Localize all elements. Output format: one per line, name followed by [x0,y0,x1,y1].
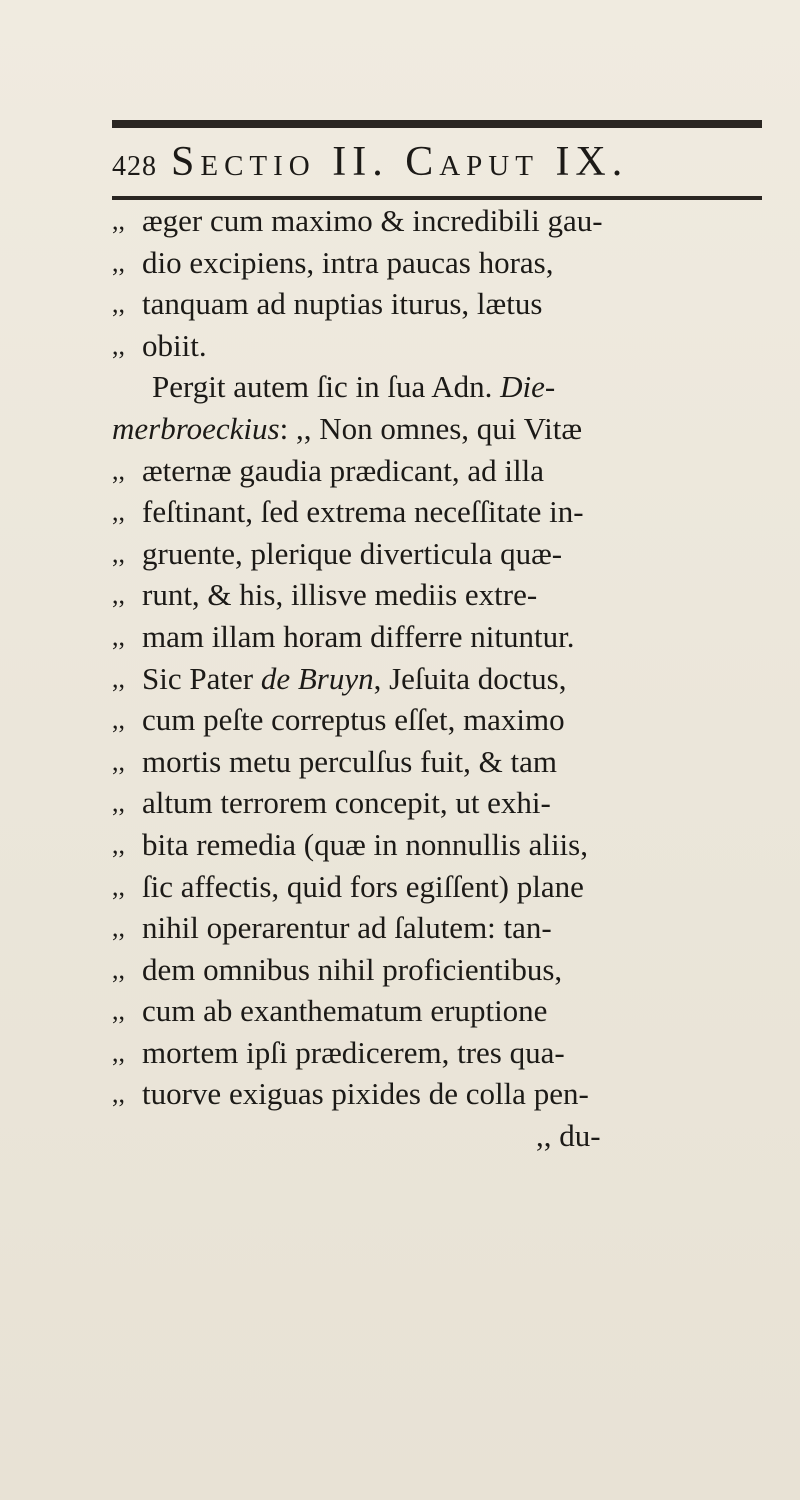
line-text: obiit. [142,327,207,363]
line-text: tanquam ad nuptias iturus, lætus [142,286,543,322]
text-line [112,242,772,284]
top-rule [112,120,762,128]
body-text [112,200,772,1157]
text-line [112,866,772,908]
line-text: bita remedia (quæ in nonnullis aliis, [142,826,588,862]
text-line [112,450,772,492]
text-line [112,699,772,741]
text-line [112,491,772,533]
line-text: cum ab exanthematum eruptione [142,993,548,1029]
text-line [112,366,772,408]
line-text: æger cum maximo & incredibili gau- [142,203,603,238]
line-text: gruente, plerique diverticula quæ- [142,535,563,571]
text-line [112,408,772,450]
line-text: cum peſte correptus eſſet, maximo [142,702,565,738]
quote-mark: ,, [112,663,125,693]
text-line [112,1073,772,1115]
text-line [112,283,772,325]
line-text: mortem ipſi prædicerem, tres qua- [142,1034,565,1070]
line-text: æternæ gaudia prædicant, ad illa [142,452,545,488]
line-text: feſtinant, ſed extrema neceſſitate in- [142,494,584,530]
quote-mark: ,, [112,954,125,984]
quote-mark: ,, [112,1037,125,1067]
text-line [112,533,772,575]
text-line [112,824,772,866]
quote-mark: ,, [112,746,125,776]
italic-name: merbroeckius [112,410,280,446]
text-line [112,616,772,658]
running-head: Sectio II. Caput IX. [171,139,629,185]
line-text: Sic Pater de Bruyn, Jeſuita doctus, [142,660,567,696]
line-text: dio excipiens, intra paucas horas, [142,244,554,280]
quote-mark: ,, [112,289,125,319]
quote-mark: ,, [112,580,125,610]
quote-mark: ,, [112,621,125,651]
line-text: dem omnibus nihil proficientibus, [142,951,563,987]
quote-mark: ,, [112,247,125,277]
quote-mark: ,, [112,497,125,527]
quote-mark: ,, [112,996,125,1026]
quote-mark: ,, [112,705,125,735]
text-line [112,990,772,1032]
quote-mark: ,, [112,913,125,943]
quote-mark: ,, [112,206,125,235]
text-line [112,907,772,949]
text-line [112,782,772,824]
line-text: runt, & his, illisve mediis extre- [142,577,538,613]
text-line [112,658,772,700]
text-line [112,949,772,991]
quote-mark: ,, [112,788,125,818]
page-number: 428 [112,151,157,182]
text-line [112,741,772,783]
text-line [112,200,772,242]
text-line [112,574,772,616]
line-text: nihil operarentur ad ſalutem: tan- [142,910,552,946]
line-text: ſic affectis, quid fors egiſſent) plane [142,868,584,904]
line-text: Pergit autem ſic in ſua Adn. Die- [152,369,556,405]
line-text: mam illam horam differre nituntur. [142,618,575,654]
text-line [112,325,772,367]
catchword: ,, du- [536,1118,601,1154]
quote-mark: ,, [112,1079,125,1109]
quote-mark: ,, [112,538,125,568]
italic-name: Die- [500,369,556,405]
italic-name: de Bruyn [260,660,374,696]
quote-mark: ,, [112,871,125,901]
line-text: merbroeckius: ,, Non omnes, qui Vitæ [112,410,583,446]
quote-mark: ,, [112,829,125,859]
quote-mark: ,, [112,455,125,485]
page-header [112,138,762,188]
line-text: mortis metu perculſus fuit, & tam [142,743,557,779]
line-text: altum terrorem concepit, ut exhi- [142,785,551,821]
text-line [112,1032,772,1074]
quote-mark: ,, [112,330,125,360]
line-text: tuorve exiguas pixides de colla pen- [142,1076,589,1112]
